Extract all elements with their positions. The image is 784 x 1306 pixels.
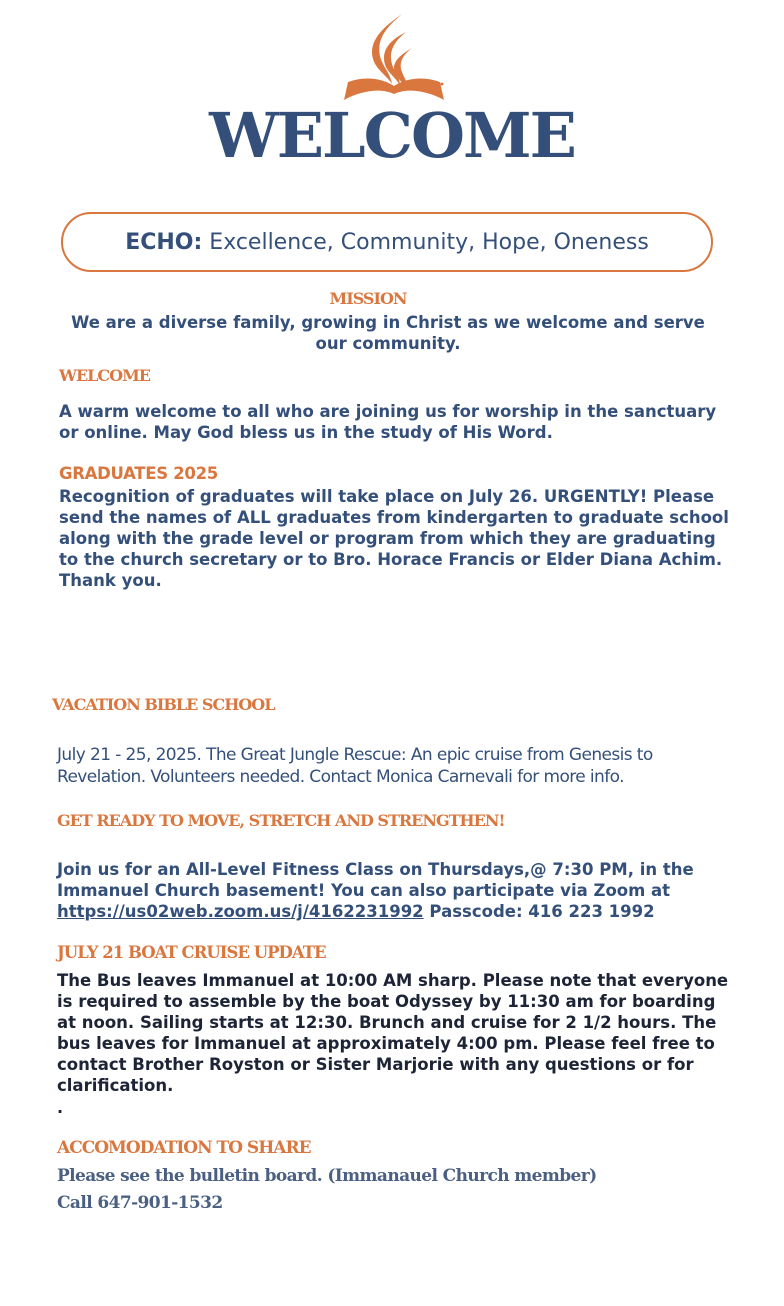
accommodation-heading: ACCOMODATION TO SHARE bbox=[57, 1138, 311, 1158]
zoom-passcode: Passcode: 416 223 1992 bbox=[423, 902, 655, 921]
fitness-heading: GET READY TO MOVE, STRETCH AND STRENGTHEN! bbox=[57, 811, 505, 830]
boat-cruise-trailing: . bbox=[57, 1098, 64, 1117]
echo-banner bbox=[61, 212, 713, 272]
accommodation-line-1: Please see the bulletin board. (Immanauel Church member) bbox=[57, 1166, 597, 1186]
graduates-heading: GRADUATES 2025 bbox=[59, 464, 218, 483]
boat-cruise-text: The Bus leaves Immanuel at 10:00 AM sharp. Please note that everyone is required to assemble by the boat Odyssey by 11:30 am for boarding at noon. Sailing starts at 12:30. Brunch and cruise for 2 1/2 hours. The bus leaves for Immanuel at approximately 4:00 pm. Please feel free to contact Brother Royston or Sister Marjorie with any questions or for clarification. bbox=[57, 971, 729, 1095]
welcome-heading: WELCOME bbox=[59, 366, 150, 385]
fitness-body: Join us for an All-Level Fitness Class on Thursdays,@ 7:30 PM, in the Immanuel Church basement! You can also participate via Zoom at bbox=[57, 860, 694, 900]
zoom-link[interactable]: https://us02web.zoom.us/j/4162231992 bbox=[57, 902, 424, 921]
mission-heading: MISSION bbox=[329, 289, 407, 308]
page-title: WELCOME bbox=[209, 99, 575, 172]
flame-bible-logo-icon bbox=[342, 12, 446, 104]
echo-text: Excellence, Community, Hope, Oneness bbox=[209, 229, 649, 255]
fitness-text bbox=[57, 859, 737, 922]
vbs-text: July 21 - 25, 2025. The Great Jungle Rescue: An epic cruise from Genesis to Revelation. Volunteers needed. Contact Monica Carnevali for more info. bbox=[57, 745, 653, 787]
vbs-heading: VACATION BIBLE SCHOOL bbox=[52, 695, 275, 714]
accommodation-phone: Call 647-901-1532 bbox=[57, 1193, 223, 1213]
welcome-text: A warm welcome to all who are joining us for worship in the sanctuary or online. May God bless us in the study of His Word. bbox=[59, 402, 717, 442]
boat-cruise-heading: JULY 21 BOAT CRUISE UPDATE bbox=[57, 943, 326, 962]
echo-label: ECHO: bbox=[125, 229, 203, 255]
accommodation-text bbox=[57, 1163, 757, 1217]
graduates-text: Recognition of graduates will take place on July 26. URGENTLY! Please send the names of ALL graduates from kindergarten to graduate school along with the grade level or program from which they are graduating to the church secretary or to Bro. Horace Francis or Elder Diana Achim. Thank you. bbox=[59, 487, 729, 590]
mission-text: We are a diverse family, growing in Christ as we welcome and serve our community. bbox=[71, 313, 705, 353]
